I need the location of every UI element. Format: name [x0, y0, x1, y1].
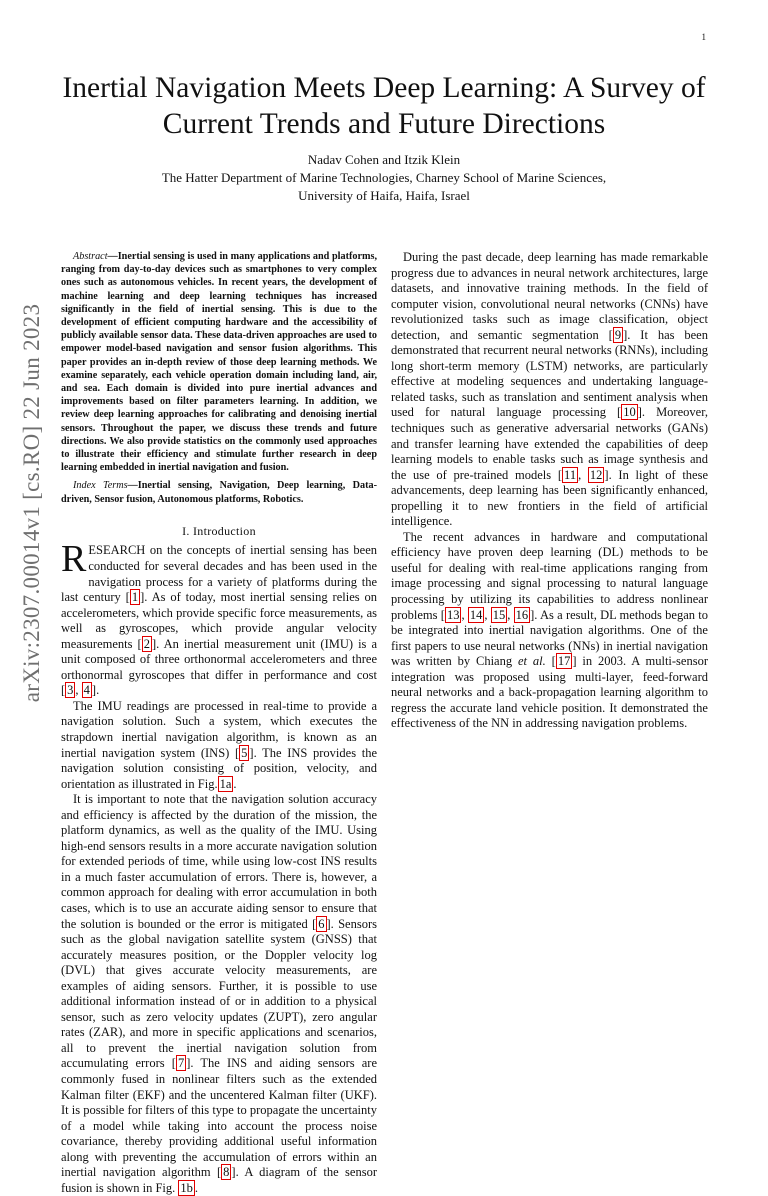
- abstract-text: —Inertial sensing is used in many applications and platforms, ranging from day-to-day devices such as smartphones to very complex ones such as autonomous vehicles. In recent years, the development of machine learning and deep learning techniques has increased significantly in the field of inertial sensing. This is due to the development of efficient computing hardware and the accessibility of publicly available sensor data. These data-driven approaches are used to empower model-based navigation and sensor fusion algorithms. This paper provides an in-depth review of those deep learning methods. We examine separately, each vehicle operation domain including land, air, and sea. Each domain is divided into pure inertial advances and improvements based on filter parameters learning. In addition, we review deep learning approaches for calibrating and denoising inertial sensors. Throughout the paper, we discuss these trends and future directions. We also provide statistics on the commonly used approaches to illustrate their efficiency and stimulate further research in deep learning embedded in inertial navigation and fusion.: [61, 251, 377, 474]
- citation-link[interactable]: 6: [318, 916, 325, 931]
- citation-link[interactable]: 7: [177, 1056, 185, 1071]
- et-al: et al.: [517, 654, 546, 669]
- citation-link[interactable]: 11: [564, 467, 577, 482]
- paper-title: Inertial Navigation Meets Deep Learning: A Survey of Current Trends and Future Directions: [62, 72, 706, 140]
- abstract: [61, 250, 377, 474]
- abstract-lead: Abstract: [73, 251, 108, 262]
- intro-paragraph-5: The recent advances in hardware and computational efficiency have proven deep learning (DL) methods to be useful for dealing with real-time applications ranging from image processing and signal processing to natural language processing by utilizing its capabilities to address nonlinear problems [ 13 , 14 , 15 , 16 ]. As a result, DL methods began to be integrated into inertial navigation algorithms. One of the first papers to use neural networks (NNs) in inertial navigation was written by Chiang et al. [ 17 ] in 2003. A multi-sensor integration was proposed using multi-layer, feed-forward neural networks and a back-propagation learning algorithm to regress the accurate land vehicle position. It demonstrated the effectiveness of the NN in addressing navigation problems.: [391, 529, 709, 731]
- right-column: [391, 250, 708, 732]
- citation-link[interactable]: 13: [446, 607, 460, 622]
- drop-cap: R: [61, 538, 87, 581]
- citation-link[interactable]: 10: [623, 405, 636, 420]
- authors: Nadav Cohen and Itzik Klein: [307, 152, 461, 167]
- left-column: [61, 250, 377, 1196]
- page-number: 1: [701, 32, 706, 42]
- section-heading: I. Introduction: [182, 523, 256, 538]
- author-block: [40, 151, 728, 205]
- affiliation-line-2: University of Haifa, Haifa, Israel: [298, 188, 470, 203]
- intro-paragraph-1: RESEARCH on the concepts of inertial sensing has been conducted for several decades and has been used in the navigation process for a variety of platforms during the last century [ 1 ]. As of today, most inertial sensing relies on accelerometers, which provide specific force measurements, as well as gyroscopes, which provide angular velocity measurements [ 2 ]. An inertial measurement unit (IMU) is a unit composed of three orthonormal accelerometers and three orthonormal gyroscopes that differ in performance and cost [ 3 , 4 ].: [61, 538, 378, 698]
- index-terms: [61, 479, 377, 505]
- affiliation-line-1: The Hatter Department of Marine Technologies, Charney School of Marine Sciences,: [161, 170, 607, 185]
- arxiv-stamp: [18, 275, 46, 730]
- citation-link[interactable]: 15: [492, 607, 506, 622]
- intro-paragraph-3: It is important to note that the navigation solution accuracy and efficiency is affected by the duration of the mission, the platform dynamics, as well as the quality of the IMU. Using high-end sensors results in a more accurate navigation solution for extended periods of time, while using low-cost INS results in a much faster accumulation of errors. There is, however, a common approach for dealing with error accumulation in both cases, which is to use an accurate aiding sensor to ensure that the solution is bounded or the error is mitigated [ 6 ]. Sensors such as the global navigation satellite system (GNSS) that accurately measures position, or the Doppler velocity log (DVL) that gives accurate velocity measurements, are examples of aiding sensors. Further, it is possible to use additional information instead of or in addition to a physical sensor, such as zero velocity updates (ZUPT), zero angular rates (ZAR), and more in specific applications and scenarios, all to prevent the inertial navigation solution from accumulating errors [ 7 ]. The INS and aiding sensors are commonly fused in nonlinear filters such as the extended Kalman filter (EKF) and the uncentered Kalman filter (UKF). It is possible for filters of this type to propagate the uncertainty of a model while taking into account the process noise covariance, thereby providing additional useful information along with preventing the accumulation of errors within an inertial navigation algorithm [ 8 ]. A diagram of the sensor fusion is shown in Fig. 1b .: [61, 792, 377, 1195]
- citation-link[interactable]: 1: [131, 590, 139, 605]
- arxiv-stamp-text: arXiv:2307.00014v1 [cs.RO] 22 Jun 2023: [19, 303, 44, 702]
- citation-link[interactable]: 8: [223, 1165, 230, 1180]
- index-terms-text: —Inertial sensing, Navigation, Deep learning, Data-driven, Sensor fusion, Autonomous platforms, Robotics.: [61, 480, 377, 505]
- citation-link[interactable]: 12: [589, 467, 603, 482]
- citation-link[interactable]: 4: [83, 683, 90, 698]
- citation-link[interactable]: 5: [241, 745, 248, 760]
- citation-link[interactable]: 17: [557, 654, 571, 669]
- intro-paragraph-4: During the past decade, deep learning has made remarkable progress due to advances in neural network architectures, large datasets, and innovative training methods. In the field of computer vision, convolutional neural networks (CNNs) have revolutionized tasks such as image classification, object detection, and semantic segmentation [ 9 ]. It has been demonstrated that recurrent neural networks (RNNs), including long short-term memory (LSTM) networks, are particularly effective at modeling sequences and undertaking language-related tasks, such as translation and sentiment analysis when used for natural language processing [ 10 ]. Moreover, techniques such as generative adversarial networks (GANs) and transfer learning have extended the capabilities of deep learning models to enable tasks such as image synthesis and the use of pre-trained models [ 11 , 12 ]. In light of these advancements, deep learning has been significantly enhanced, propelling it to new frontiers in the field of artificial intelligence.: [391, 250, 708, 529]
- citation-link[interactable]: 3: [67, 683, 74, 698]
- figure-link[interactable]: 1b: [180, 1180, 193, 1195]
- figure-link[interactable]: 1a: [219, 776, 232, 791]
- intro-paragraph-2: The IMU readings are processed in real-time to provide a navigation solution. Such a system, which executes the strapdown inertial navigation algorithm, is known as an inertial navigation system (INS) [ 5 ]. The INS provides the navigation solution consisting of position, velocity, and orientation as illustrated in Fig. 1a .: [61, 698, 377, 791]
- citation-link[interactable]: 2: [143, 636, 150, 651]
- citation-link[interactable]: 14: [469, 607, 483, 622]
- index-terms-lead: Index Terms: [73, 480, 128, 492]
- citation-link[interactable]: 9: [614, 327, 622, 342]
- citation-link[interactable]: 16: [515, 607, 529, 622]
